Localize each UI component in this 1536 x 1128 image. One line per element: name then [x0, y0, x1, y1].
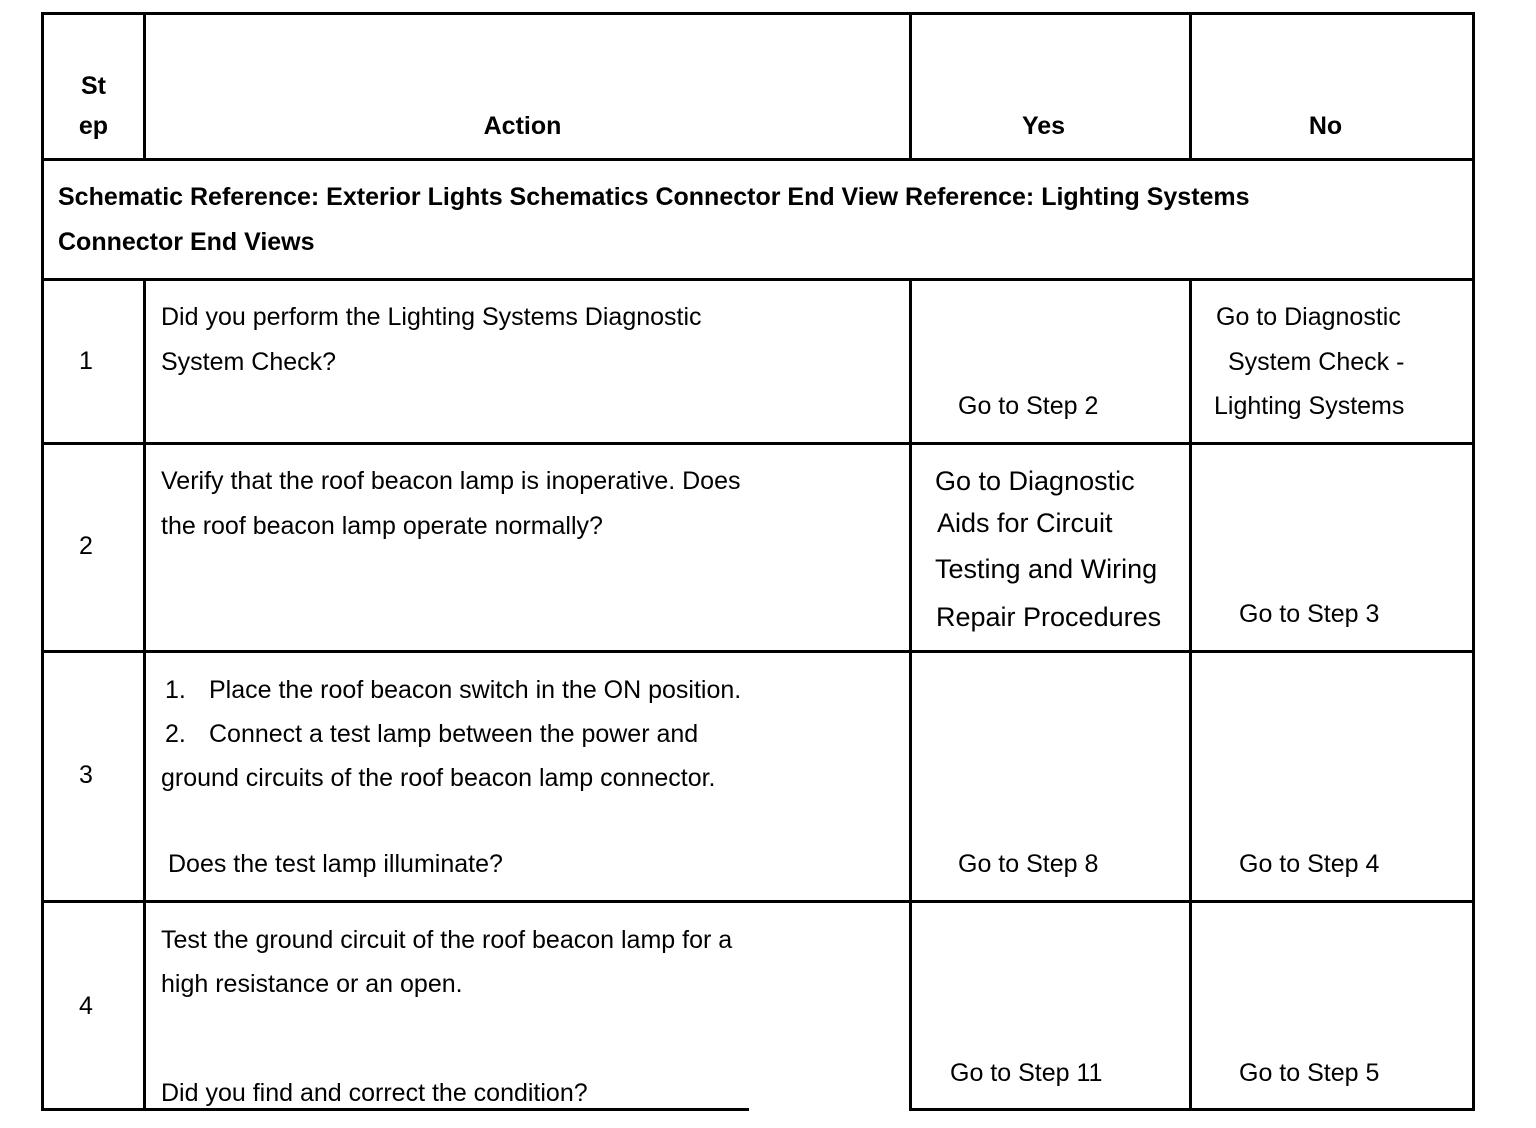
diagnostic-table [41, 12, 1475, 1111]
row1-no-line1[interactable]: Go to Diagnostic [1216, 303, 1401, 331]
row2-action-line2: the roof beacon lamp operate normally? [161, 512, 603, 540]
row1-no-line2[interactable]: System Check - [1228, 348, 1405, 376]
row3-item1-num: 1. [165, 676, 186, 704]
row2-yes-line1[interactable]: Go to Diagnostic [935, 466, 1135, 496]
row4-no-link[interactable]: Go to Step 5 [1239, 1059, 1380, 1087]
header-divider [41, 158, 1475, 161]
row3-item1-text: Place the roof beacon switch in the ON position. [209, 676, 742, 704]
header-no: No [1308, 112, 1343, 140]
row2-yes-line3[interactable]: Testing and Wiring [935, 554, 1158, 584]
header-action: Action [483, 112, 562, 140]
row4-action-question: Did you find and correct the condition? [161, 1079, 588, 1107]
row3-action-continuation: ground circuits of the roof beacon lamp connector. [161, 764, 716, 792]
row1-yes-link[interactable]: Go to Step 2 [958, 392, 1099, 420]
row2-yes-line2[interactable]: Aids for Circuit [937, 508, 1113, 538]
row4-action-line1: Test the ground circuit of the roof beacon lamp for a [161, 926, 733, 954]
row1-divider [41, 442, 1475, 445]
row3-item2-num: 2. [165, 720, 186, 748]
step-number-1: 1 [79, 347, 93, 375]
row3-item2-text: Connect a test lamp between the power and [209, 720, 699, 748]
step-number-3: 3 [79, 761, 93, 789]
row1-action-line1: Did you perform the Lighting Systems Diagnostic [161, 303, 702, 331]
row1-no-line3[interactable]: Lighting Systems [1214, 392, 1405, 420]
col-yes-divider [1189, 278, 1192, 1111]
row2-action-line1: Verify that the roof beacon lamp is inoperative. Does [161, 467, 741, 495]
row1-action-line2: System Check? [161, 348, 337, 376]
reference-line-2: Connector End Views [58, 228, 315, 256]
row2-no-link[interactable]: Go to Step 3 [1239, 600, 1380, 628]
row4-action-line2: high resistance or an open. [161, 970, 463, 998]
step-number-2: 2 [79, 532, 93, 560]
table-border-right [1472, 12, 1475, 1111]
row3-yes-link[interactable]: Go to Step 8 [958, 850, 1099, 878]
table-border-bottom-right [909, 1108, 1475, 1111]
step-number-4: 4 [79, 992, 93, 1020]
col-step-divider [143, 278, 146, 1111]
reference-line-1: Schematic Reference: Exterior Lights Schematics Connector End View Reference: Lighting Systems [58, 183, 1250, 211]
col-action-divider [909, 278, 912, 1111]
header-step-line2: ep [78, 112, 109, 140]
reference-divider [41, 278, 1475, 281]
row4-yes-link[interactable]: Go to Step 11 [950, 1059, 1103, 1087]
table-border-top [41, 12, 1475, 15]
row2-yes-line4[interactable]: Repair Procedures [936, 602, 1162, 632]
header-yes: Yes [1021, 112, 1066, 140]
header-step-line1: St [81, 72, 106, 100]
row3-action-question: Does the test lamp illuminate? [168, 850, 503, 878]
row3-divider [41, 900, 1475, 903]
row2-divider [41, 650, 1475, 653]
row3-no-link[interactable]: Go to Step 4 [1239, 850, 1380, 878]
